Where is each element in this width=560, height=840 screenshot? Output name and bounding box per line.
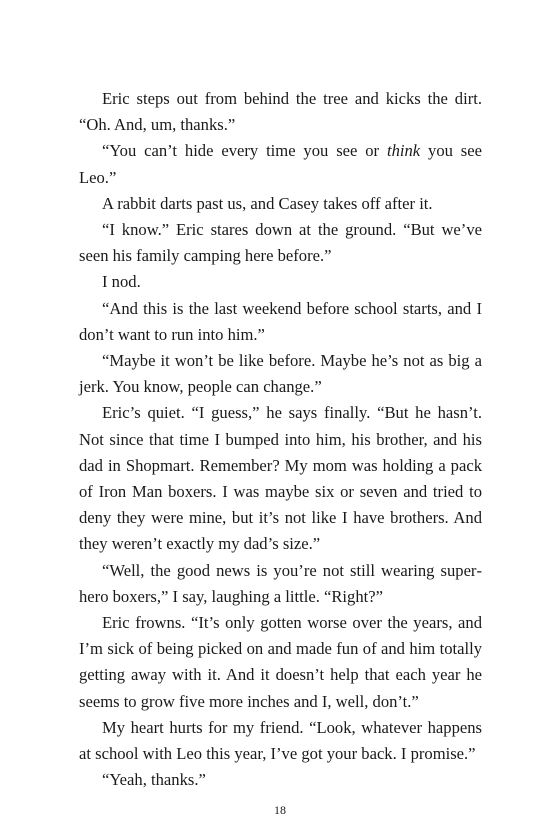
paragraph: Eric’s quiet. “I guess,” he says finally. “But he hasn’t. Not since that time I bumped into him, his brother, and his dad in Shopmart. Remember? My mom was holding a pack of Iron Man boxers. I was maybe six or seven and tried to deny they were mine, but it’s not like I have brothers. And they weren’t exactly my dad’s size.” bbox=[79, 403, 482, 554]
body-text bbox=[79, 86, 482, 793]
paragraph: “Maybe it won’t be like before. Maybe he’s not as big a jerk. You know, people can change.” bbox=[79, 351, 482, 397]
paragraph: I nod. bbox=[102, 272, 141, 292]
paragraph: Eric frowns. “It’s only gotten worse over the years, and I’m sick of being picked on and made fun of and him totally getting away with it. And it doesn’t help that each year he seems to grow five more inches and I, well, don’t.” bbox=[79, 613, 482, 711]
paragraph-text: “You can’t hide every time you see or bbox=[102, 141, 387, 161]
paragraph: A rabbit darts past us, and Casey takes off after it. bbox=[102, 193, 433, 213]
paragraph bbox=[79, 138, 482, 190]
page-number: 18 bbox=[274, 803, 286, 817]
italic-emphasis: think bbox=[386, 141, 421, 161]
paragraph-text: you see Leo.” bbox=[79, 141, 482, 187]
paragraph: “I know.” Eric stares down at the ground. “But we’ve seen his family camping here before.” bbox=[79, 220, 482, 266]
paragraph: My heart hurts for my friend. “Look, whatever happens at school with Leo this year, I’ve got your back. I promise.” bbox=[79, 717, 482, 764]
paragraph: “Well, the good news is you’re not still wearing superhero boxers,” I say, laughing a little. “Right?” bbox=[79, 560, 482, 606]
paragraph: “And this is the last weekend before school starts, and I don’t want to run into him.” bbox=[79, 298, 482, 344]
paragraph: Eric steps out from behind the tree and kicks the dirt. “Oh. And, um, thanks.” bbox=[79, 89, 482, 135]
paragraph: “Yeah, thanks.” bbox=[102, 770, 206, 790]
